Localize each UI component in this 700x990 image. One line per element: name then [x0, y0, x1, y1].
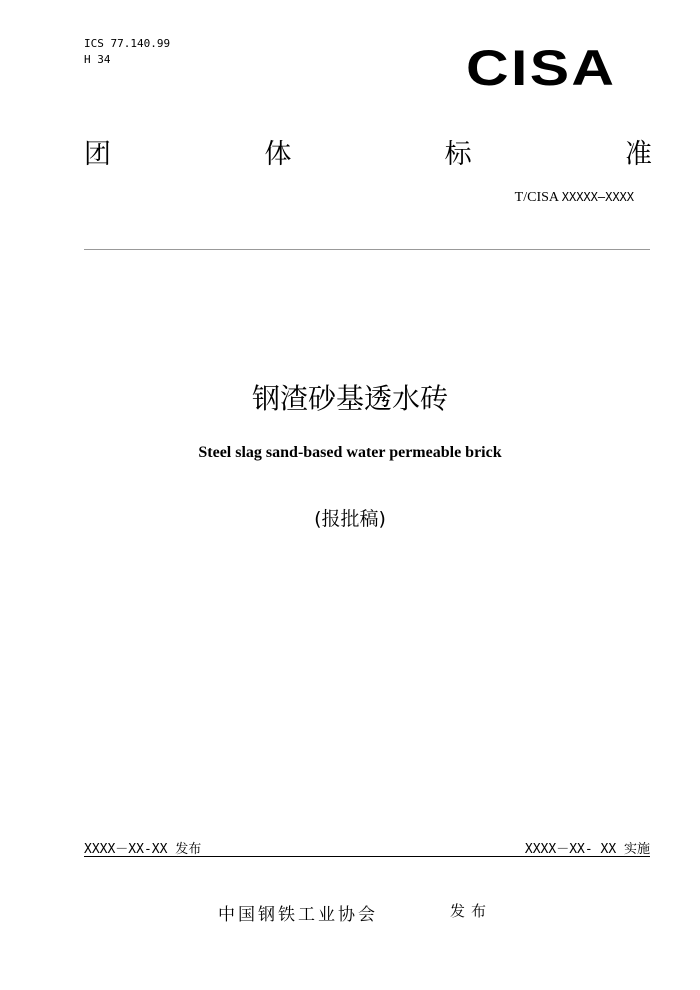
- publish-date: XXXX－XX-XX 发布: [84, 842, 202, 857]
- standard-type-char: 团: [84, 139, 111, 170]
- standard-type-heading: [84, 138, 652, 172]
- ccs-code: H 34: [84, 53, 111, 66]
- classification-codes: [84, 36, 170, 68]
- issuer-name: 中国钢铁工业协会: [218, 905, 378, 925]
- implement-date: XXXX－XX- XX 实施: [524, 842, 650, 857]
- standard-type-char: 标: [444, 139, 472, 170]
- cisa-logo: CISA: [466, 40, 617, 96]
- footer-divider: [84, 856, 650, 857]
- ics-code: ICS 77.140.99: [84, 37, 171, 50]
- draft-status: (报批稿): [314, 508, 386, 530]
- issue-label: 发布: [450, 902, 493, 920]
- standard-type-char: 体: [264, 139, 292, 170]
- header-divider: [84, 249, 650, 250]
- standard-code-number: XXXXX—XXXX: [561, 190, 634, 204]
- standard-type-char: 准: [624, 139, 652, 170]
- standard-code: [515, 190, 634, 206]
- document-title-chinese: 钢渣砂基透水砖: [251, 382, 448, 415]
- standard-code-prefix: T/CISA: [514, 190, 562, 205]
- document-title-english: Steel slag sand-based water permeable brick: [198, 444, 502, 461]
